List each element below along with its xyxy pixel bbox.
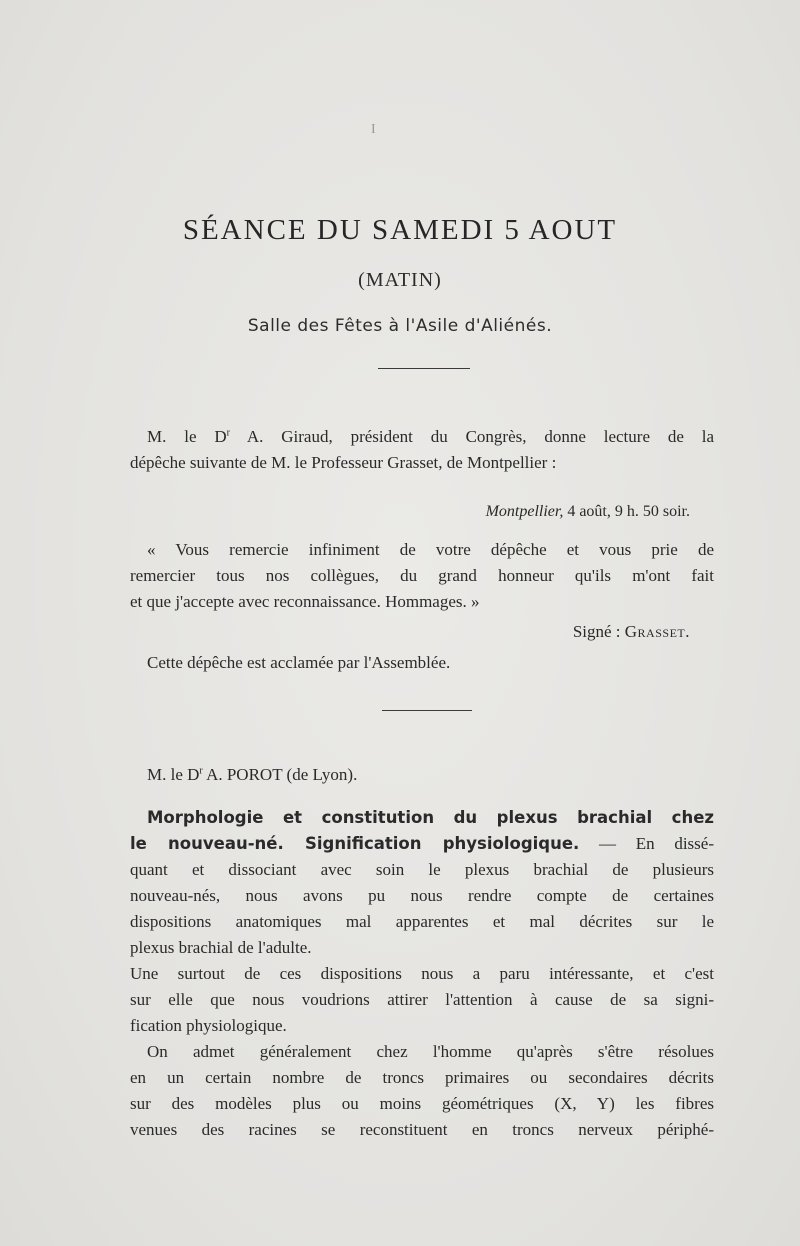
paper-title-line: le nouveau-né. Signification physiologique. — En dissé- (130, 834, 714, 853)
folio-mark: I (371, 122, 376, 137)
opening-line: M. le $D^r$ A. Giraud, président du Congrès, donne lecture de la (147, 427, 714, 446)
body-line: fication physiologique. (130, 1016, 287, 1035)
section-divider (382, 710, 472, 711)
speaker-line: M. le $D^r$ A. POROT (de Lyon). (147, 765, 358, 784)
body-line: Une surtout de ces dispositions nous a paru intéressante, et c'est (130, 964, 714, 983)
paper-title: Morphologie et constitution du plexus brachial chez (147, 808, 714, 827)
telegram-line: et que j'accepte avec reconnaissance. Hommages. » (130, 592, 480, 611)
telegram-signature: Signé : Grasset. (572, 622, 690, 641)
opening-line: dépêche suivante de M. le Professeur Grasset, de Montpellier : (130, 453, 557, 472)
session-title: SÉANCE DU SAMEDI 5 AOUT (182, 214, 618, 246)
body-line: plexus brachial de l'adulte. (130, 938, 312, 957)
body-line: dispositions anatomiques mal apparentes et mal décrites sur le (130, 912, 714, 931)
body-line: sur elle que nous voudrions attirer l'attention à cause de sa signi- (130, 990, 714, 1009)
body-line: sur des modèles plus ou moins géométriques (X, Y) les fibres (130, 1094, 714, 1113)
section-divider (378, 368, 470, 369)
telegram-line: remercier tous nos collègues, du grand honneur qu'ils m'ont fait (130, 566, 714, 585)
acclaim-line: Cette dépêche est acclamée par l'Assemblée. (147, 653, 451, 672)
body-line: en un certain nombre de troncs primaires ou secondaires décrits (130, 1068, 714, 1087)
body-line: quant et dissociant avec soin le plexus brachial de plusieurs (130, 860, 714, 879)
body-line: venues des racines se reconstituent en troncs nerveux périphé- (130, 1120, 714, 1139)
telegram-dateline: Montpellier, 4 août, 9 h. 50 soir. (485, 503, 690, 520)
session-subtitle: (MATIN) (358, 269, 442, 291)
body-line: nouveau-nés, nous avons pu nous rendre compte de certaines (130, 886, 714, 905)
session-location: Salle des Fêtes à l'Asile d'Aliénés. (247, 316, 553, 336)
telegram-line: « Vous remercie infiniment de votre dépêche et vous prie de (147, 540, 714, 559)
body-line: On admet généralement chez l'homme qu'après s'être résolues (147, 1042, 714, 1061)
